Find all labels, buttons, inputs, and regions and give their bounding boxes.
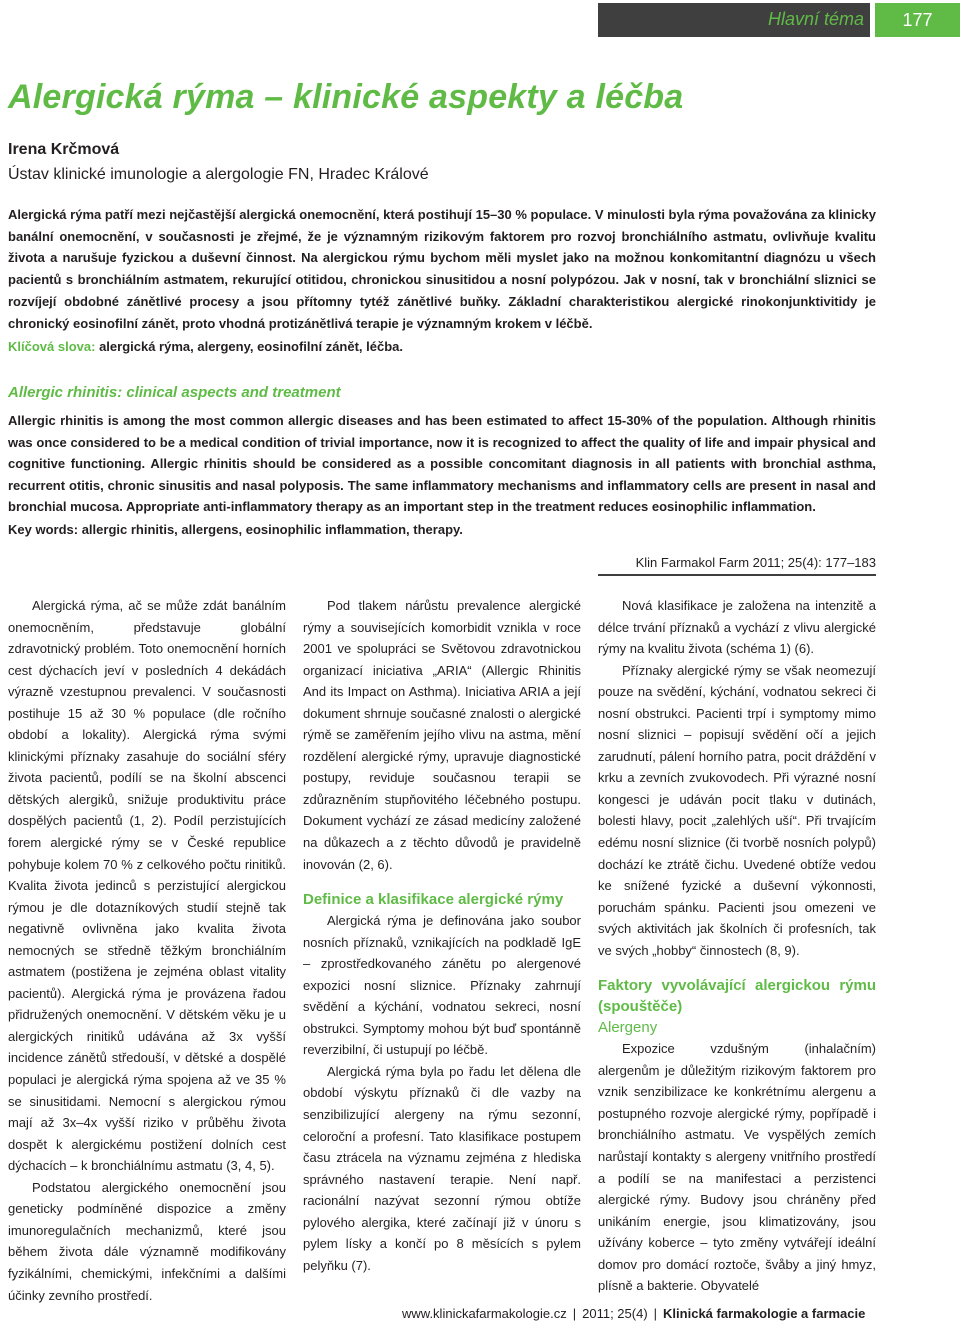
paragraph: Příznaky alergické rýmy se však neomezují pouze na svědění, kýchání, vodnatou sekreci či nosní obstrukci. Pacienti trpí i symptomy mimo nosní sliznici – popisují svědění očí a jejich zarudnutí, pálení horního patra, pocit dráždění v krku a zevních zvukovodech. Při výrazné nosní kongesci je udáván pocit tlaku v dutinách, bolesti hlavy, pocit „zalehlých uší“. Při trvajícím edému nosní sliznice (či tvorbě nosních polypů) dochází ke ztrátě čichu. Uvedené obtíže vedou ke snížené fyzické a duševní výkonnosti, poruchám spánku. Pacienti jsou omezeni ve svých aktivitách jak školních či profesních, tak ve svých „hobby“ činnostech (8, 9). (598, 662, 876, 958)
keywords-english (8, 522, 463, 537)
abstract-czech: Alergická rýma patří mezi nejčastější alergická onemocnění, která postihují 15–30 % populace. V minulosti byla rýma považována za klinicky banální onemocnění, v současnosti je zřejmé, že je významným rizikovým faktorem pro rozvoj bronchiálního astmatu, ovlivňuje kvalitu života a narušuje fyzickou a duševní činnost. Na alergickou rýmu bychom měli myslet jako na možnou konkomitantní diagnózu u všech pacientů s bronchiálním astmatem, rekurující otitidou, chronickou sinusitidou a nosní polypózou. Jak v nosní, tak v bronchiální sliznici se rozvíjejí obdobné zánětlivé procesy a jsou přítomny tytéž zánětlivé buňky. Základní charakteristikou alergické rinokonjunktivitidy je chronický eosinofilní zánět, proto vhodná protizánětlivá terapie je významným krokem v léčbě. (8, 207, 876, 331)
body-column-1 (8, 595, 286, 1306)
body-column-3 (598, 595, 876, 1297)
footer-issue: 2011; 25(4) (582, 1306, 648, 1321)
footer-website-link[interactable]: www.klinickafarmakologie.cz (402, 1306, 567, 1321)
paragraph: Nová klasifikace je založena na intenzitě a délce trvání příznaků a vychází z vlivu alergické rýmy na kvalitu života (schéma 1) (6). (598, 598, 876, 657)
paragraph: Alergická rýma je definována jako soubor nosních příznaků, vznikajících na podkladě IgE – zprostředkovaného zánětu po alergenové expozici nosní sliznice. Příznaky zahrnují svědění a kýchání, vodnatou sekreci, nosní obstrukci. Symptomy mohou být buď spontánně reverzibilní, či ustupují po léčbě. (303, 913, 581, 1058)
keywords-czech (8, 339, 403, 354)
section-label: Hlavní téma (767, 9, 864, 29)
page-number: 177 (875, 3, 960, 37)
section-heading: Faktory vyvolávající alergickou rýmu (spouštěče) (598, 977, 876, 1016)
body-column-2 (303, 595, 581, 1276)
keywords-label-en: Key words: (8, 522, 79, 537)
paragraph: Alergická rýma byla po řadu let dělena dle období výskytu příznaků či dle vazby na senzibilizující alergeny na rýmu sezonní, celoroční a profesní. Tato klasifikace postupem času ztrácela na významu zejména z hlediska správného nastavení terapie. Není např. racionální nazývat sezonní rýmou obtíže pylového alergika, které začínají již v únoru s pylem lísky a končí po 8 měsících s pylem pelyňku (7). (303, 1063, 581, 1273)
citation-rule (598, 574, 876, 576)
english-title: Allergic rhinitis: clinical aspects and treatment (8, 384, 341, 401)
paragraph: Podstatou alergického onemocnění jsou geneticky podmíněné dispozice a změny imunoregulačních mechanizmů, které jsou během života dále významně modifikovány fyzikálními, chemickými, infekčními a dalšími účinky zevního prostředí. (8, 1179, 286, 1303)
section-heading: Definice a klasifikace alergické rýmy (303, 891, 564, 909)
paragraph: Pod tlakem nárůstu prevalence alergické rýmy a souvisejících komorbidit vznikla v roce 2001 ve spolupráci se Světovou zdravotnickou organizací iniciativa „ARIA“ (Allergic Rhinitis And its Impact on Asthma). Iniciativa ARIA a její dokument shrnuje současné znalosti o alergické rýmě se zaměřením jejího vlivu na astma, mění rozdělení alergické rýmy, upravuje diagnostické postupy, reviduje současnou terapii se zdůrazněním stupňovitého léčebného postupu. Dokument vychází ze zásad medicíny založené na důkazech a z těchto důvodů je pravidelně inovován (2, 6). (303, 598, 581, 872)
author-affiliation: Ústav klinické imunologie a alergologie FN, Hradec Králové (8, 166, 429, 183)
keywords-text-en: allergic rhinitis, allergens, eosinophilic inflammation, therapy. (81, 522, 463, 537)
running-header (598, 3, 960, 37)
subsection-heading: Alergeny (598, 1019, 658, 1037)
paragraph: Alergická rýma, ač se může zdát banálním onemocněním, představuje globální zdravotnický problém. Toto onemocnění horních cest dýchacích jeví v posledních 4 dekádách výrazně vzestupnou prevalenci. V současnosti postihuje 15 až 30 % populace (dle ročního období a lokality). Alergická rýma svými klinickými příznaky zasahuje do sociální sféry života pacientů, podílí se na školní abscenci dětských alergiků, snižuje produktivitu práce dospělých pacientů (1, 2). Podíl perzistujících forem alergické rýmy se v České republice pohybuje kolem 70 % z celkového počtu rinitiků. Kvalita života jedinců s perzistující alergickou rýmou je dle dotazníkových studií stejně tak negativně ovlivněna jako kvalita života nemocných se středně těžkým bronchiálním astmatem (postižena je zejména oblast vitality pacientů). Alergická rýma je provázena řadou přidružených onemocnění. V dětském věku je u alergických rinitiků udávána až 3x vyšší incidence zánětů středouší, v dětské a dospělé populaci je alergická rýma spojena až ve 35 % se sinusitidami. Nemocní s alergickou rýmou mají až 3x–4x vyšší riziko v průběhu života dospět k alergickému postižení dolních cest dýchacích – k bronchiálnímu astmatu (3, 4, 5). (8, 598, 286, 1174)
author-name: Irena Krčmová (8, 141, 120, 158)
footer-journal: Klinická farmakologie a farmacie (663, 1306, 866, 1321)
abstract-english: Allergic rhinitis is among the most common allergic diseases and has been estimated to affect 15-30% of the population. Although rhinitis was once considered to be a medical condition of trivial importance, now it is recognized to affect the quality of life and impair physical and cognitive functioning. Allergic rhinitis should be considered as a possible concomitant diagnosis in all patients with bronchial asthma, recurrent otitis, chronic sinusitis and nasal polyposis. The same inflammatory mechanisms and inflammatory cells are present in nasal and bronchial mucosa. Appropriate anti-inflammatory therapy as an important step in the treatment reduces eosinophilic inflammation. (8, 413, 876, 514)
page-footer: www.klinickafarmakologie.cz | 2011; 25(4) | Klinická farmakologie a farmacie (402, 1306, 866, 1321)
citation: Klin Farmakol Farm 2011; 25(4): 177–183 (635, 555, 876, 570)
keywords-label: Klíčová slova: (8, 339, 96, 354)
keywords-text: alergická rýma, alergeny, eosinofilní zánět, léčba. (99, 339, 404, 354)
paragraph: Expozice vzdušným (inhalačním) alergenům je důležitým rizikovým faktorem pro vznik senzibilizace ke konkrétnímu alergenu a postupného rozvoje alergické rýmy, popřípadě i bronchiálního astmatu. Ve vyspělých zemích narůstají kontakty s alergeny vnitřního prostředí a podílí se na manifestaci a perzistenci alergické rýmy. Budovy jsou chráněny před unikáním energie, jsou klimatizovány, jsou užívány koberce – tyto změny vytvářejí ideální domov pro domácí roztoče, švåby a jiný hmyz, plísně a bakterie. Obyvatelé (598, 1041, 876, 1294)
article-title: Alergická rýma – klinické aspekty a léčba (8, 78, 684, 116)
